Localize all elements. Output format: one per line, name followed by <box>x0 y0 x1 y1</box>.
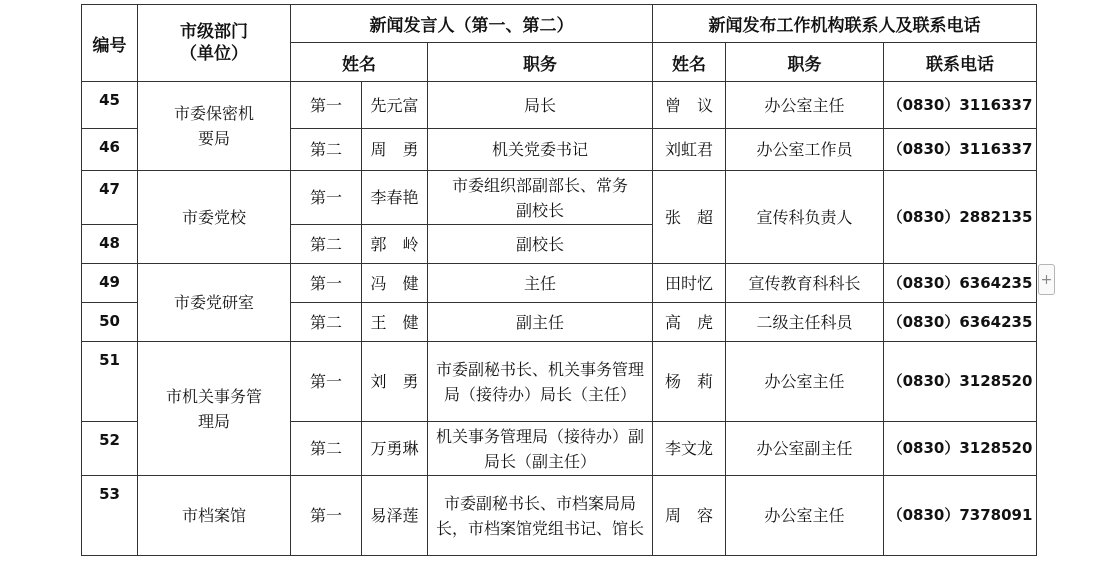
row-number: 53 <box>82 476 138 556</box>
contact-position-cell: 宣传教育科科长 <box>726 264 884 303</box>
header-department: 市级部门 （单位） <box>138 5 291 82</box>
header-spokesperson-group: 新闻发言人（第一、第二） <box>291 5 653 43</box>
contact-name-cell: 李文龙 <box>653 422 726 476</box>
name-cell: 万勇琳 <box>362 422 428 476</box>
contact-position-cell: 二级主任科员 <box>726 303 884 342</box>
position-cell: 机关党委书记 <box>428 129 653 171</box>
contact-position-cell: 办公室副主任 <box>726 422 884 476</box>
position-cell: 局长 <box>428 82 653 129</box>
rank-cell: 第一 <box>291 171 362 225</box>
name-cell: 周 勇 <box>362 129 428 171</box>
table-row <box>82 476 1037 556</box>
table-row <box>82 171 1037 225</box>
contact-name-cell: 刘虹君 <box>653 129 726 171</box>
spokesperson-table <box>81 4 1037 556</box>
phone-cell: （0830）6364235 <box>884 303 1037 342</box>
table-row <box>82 82 1037 129</box>
header-contact-group: 新闻发布工作机构联系人及联系电话 <box>653 5 1037 43</box>
contact-name-cell: 周 容 <box>653 476 726 556</box>
row-number: 50 <box>82 303 138 342</box>
phone-cell: （0830）2882135 <box>884 171 1037 264</box>
name-cell: 先元富 <box>362 82 428 129</box>
rank-cell: 第一 <box>291 264 362 303</box>
contact-position-cell: 宣传科负责人 <box>726 171 884 264</box>
rank-cell: 第一 <box>291 476 362 556</box>
table-row <box>82 264 1037 303</box>
header-name: 姓名 <box>291 43 428 82</box>
department-cell: 市机关事务管理局 <box>138 342 291 476</box>
contact-name-cell: 田时忆 <box>653 264 726 303</box>
row-number: 46 <box>82 129 138 171</box>
contact-position-cell: 办公室主任 <box>726 342 884 422</box>
position-cell: 副主任 <box>428 303 653 342</box>
header-contact-position: 职务 <box>726 43 884 82</box>
position-cell: 副校长 <box>428 225 653 264</box>
position-cell: 机关事务管理局（接待办）副局长（副主任） <box>428 422 653 476</box>
phone-cell: （0830）3116337 <box>884 82 1037 129</box>
header-position: 职务 <box>428 43 653 82</box>
contact-position-cell: 办公室工作员 <box>726 129 884 171</box>
phone-cell: （0830）6364235 <box>884 264 1037 303</box>
contact-name-cell: 高 虎 <box>653 303 726 342</box>
department-cell: 市委党研室 <box>138 264 291 342</box>
contact-position-cell: 办公室主任 <box>726 82 884 129</box>
table-row <box>82 342 1037 422</box>
rank-cell: 第二 <box>291 303 362 342</box>
row-number: 52 <box>82 422 138 476</box>
phone-cell: （0830）7378091 <box>884 476 1037 556</box>
header-number: 编号 <box>82 5 138 82</box>
rank-cell: 第二 <box>291 129 362 171</box>
position-cell: 市委组织部副部长、常务副校长 <box>428 171 653 225</box>
phone-cell: （0830）3116337 <box>884 129 1037 171</box>
rank-cell: 第一 <box>291 342 362 422</box>
contact-name-cell: 曾 议 <box>653 82 726 129</box>
rank-cell: 第一 <box>291 82 362 129</box>
contact-name-cell: 张 超 <box>653 171 726 264</box>
name-cell: 王 健 <box>362 303 428 342</box>
phone-cell: （0830）3128520 <box>884 342 1037 422</box>
department-cell: 市档案馆 <box>138 476 291 556</box>
name-cell: 郭 岭 <box>362 225 428 264</box>
name-cell: 李春艳 <box>362 171 428 225</box>
name-cell: 冯 健 <box>362 264 428 303</box>
name-cell: 易泽莲 <box>362 476 428 556</box>
rank-cell: 第二 <box>291 422 362 476</box>
row-number: 47 <box>82 171 138 225</box>
department-cell: 市委保密机要局 <box>138 82 291 171</box>
contact-name-cell: 杨 莉 <box>653 342 726 422</box>
rank-cell: 第二 <box>291 225 362 264</box>
header-contact-name: 姓名 <box>653 43 726 82</box>
row-number: 51 <box>82 342 138 422</box>
position-cell: 市委副秘书长、机关事务管理局（接待办）局长（主任） <box>428 342 653 422</box>
row-number: 45 <box>82 82 138 129</box>
row-number: 48 <box>82 225 138 264</box>
contact-position-cell: 办公室主任 <box>726 476 884 556</box>
position-cell: 市委副秘书长、市档案局局长，市档案馆党组书记、馆长 <box>428 476 653 556</box>
department-cell: 市委党校 <box>138 171 291 264</box>
position-cell: 主任 <box>428 264 653 303</box>
phone-cell: （0830）3128520 <box>884 422 1037 476</box>
name-cell: 刘 勇 <box>362 342 428 422</box>
add-row-button[interactable]: + <box>1038 264 1055 295</box>
row-number: 49 <box>82 264 138 303</box>
header-phone: 联系电话 <box>884 43 1037 82</box>
